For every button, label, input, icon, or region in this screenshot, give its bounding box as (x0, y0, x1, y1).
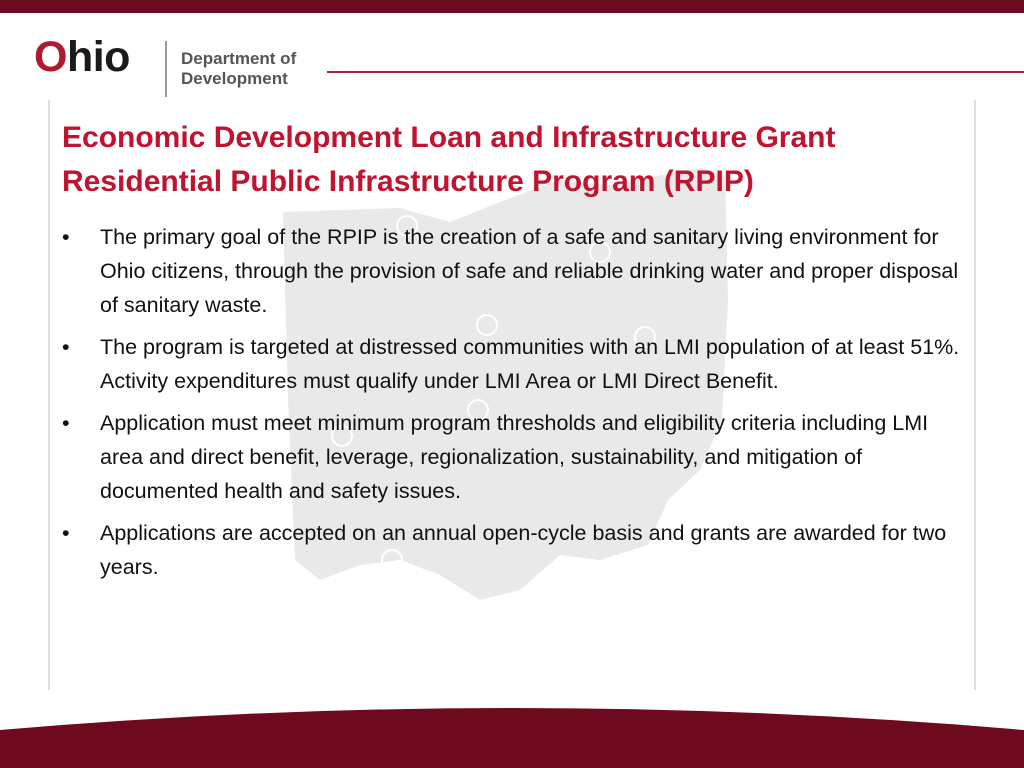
bottom-swoosh-band (0, 700, 1024, 768)
bullet-list (62, 220, 962, 592)
title-line-2: Residential Public Infrastructure Program (RPIP) (62, 165, 754, 198)
bullet-item (62, 330, 962, 398)
logo-letters-hio: hio (66, 33, 130, 81)
bullet-text: Application must meet minimum program thresholds and eligibility criteria including LMI area and direct benefit, leverage, regionalization, sustainability, and mitigation of documented health and safety issues. (100, 411, 929, 503)
bullet-item (62, 516, 962, 584)
department-line-2: Development (181, 69, 288, 88)
title-line-1: Economic Development Loan and Infrastructure Grant (62, 121, 836, 154)
bullet-text: Applications are accepted on an annual open-cycle basis and grants are awarded for two years. (100, 521, 947, 579)
bullet-marker: • (62, 411, 70, 435)
bullet-marker: • (62, 335, 70, 359)
logo-letter-o: O (34, 33, 67, 81)
bullet-text: The primary goal of the RPIP is the creation of a safe and sanitary living environment for Ohio citizens, through the provision of safe and reliable drinking water and proper disposal of sanitary waste. (100, 225, 959, 317)
department-line-1: Department of (181, 49, 297, 68)
bullet-text: The program is targeted at distressed communities with an LMI population of at least 51%. Activity expenditures must qualify under LMI Area or LMI Direct Benefit. (100, 335, 960, 393)
bullet-marker: • (62, 225, 70, 249)
slide-title (62, 116, 982, 204)
bullet-marker: • (62, 521, 70, 545)
bullet-item (62, 220, 962, 322)
bullet-item (62, 406, 962, 508)
